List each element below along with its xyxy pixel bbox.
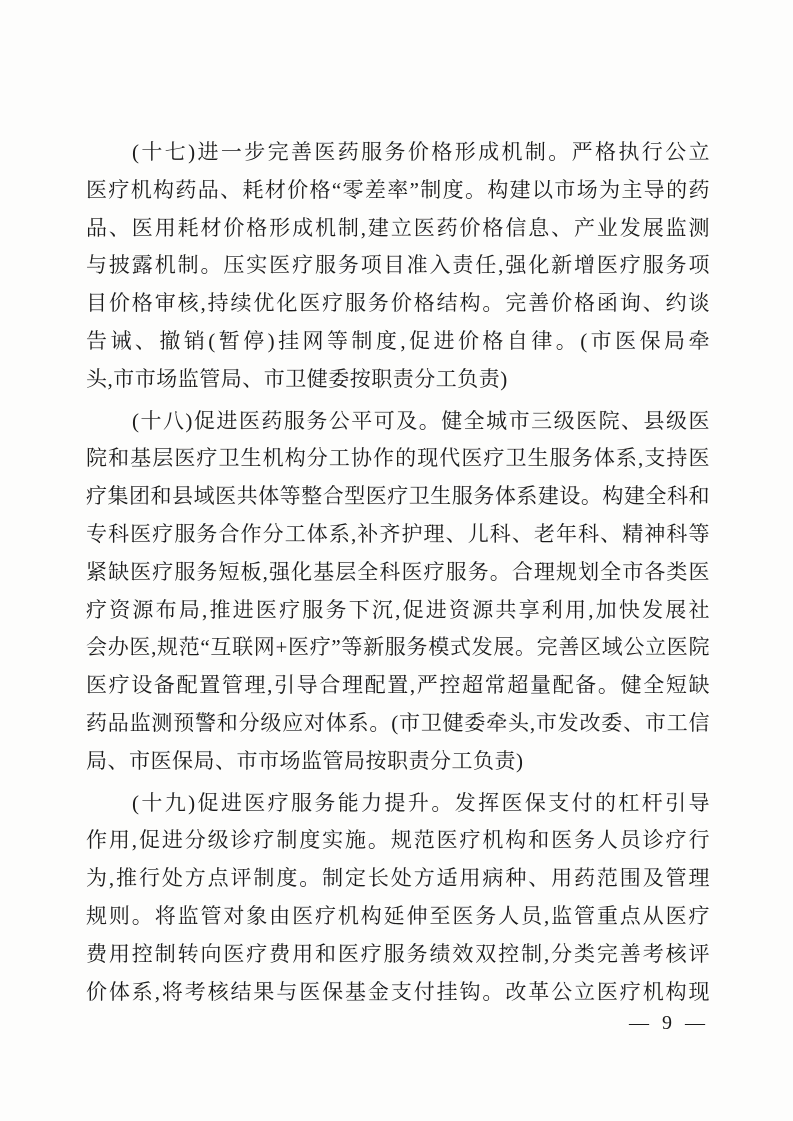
text-line: (十八)促进医药服务公平可及。健全城市三级医院、县级医 [132,408,710,433]
text-line: 院和基层医疗卫生机构分工协作的现代医疗卫生服务体系,支持医 [86,446,710,471]
text-line: 医疗机构药品、耗材价格“零差率”制度。构建以市场为主导的药 [86,177,710,202]
text-line: 紧缺医疗服务短板,强化基层全科医疗服务。合理规划全市各类医 [86,559,710,584]
text-line: 告诫、撤销(暂停)挂网等制度,促进价格自律。(市医保局牵 [86,328,710,353]
text-line: 价体系,将考核结果与医保基金支付挂钩。改革公立医疗机构现 [86,979,710,1004]
paragraph-17 [86,134,710,399]
text-line: 规则。将监管对象由医疗机构延伸至医务人员,监管重点从医疗 [86,903,710,928]
text-line: 头,市市场监管局、市卫健委按职责分工负责) [86,366,508,391]
text-line: 作用,促进分级诊疗制度实施。规范医疗机构和医务人员诊疗行 [86,828,710,853]
text-line: 为,推行处方点评制度。制定长处方适用病种、用药范围及管理 [86,866,710,891]
text-line: 药品监测预警和分级应对体系。(市卫健委牵头,市发改委、市工信 [86,710,710,735]
text-line: 会办医,规范“互联网+医疗”等新服务模式发展。完善区域公立医院 [86,635,710,660]
text-line: 疗资源布局,推进医疗服务下沉,促进资源共享利用,加快发展社 [86,597,710,622]
text-line: 品、医用耗材价格形成机制,建立医药价格信息、产业发展监测 [86,215,710,240]
text-line: 专科医疗服务合作分工体系,补齐护理、儿科、老年科、精神科等 [86,521,710,546]
document-body [86,134,710,1015]
text-line: 目价格审核,持续优化医疗服务价格结构。完善价格函询、约谈 [86,291,710,316]
paragraph-19 [86,785,710,1012]
text-line: 医疗设备配置管理,引导合理配置,严控超常超量配备。健全短缺 [86,673,710,698]
text-line: (十九)促进医疗服务能力提升。发挥医保支付的杠杆引导 [132,790,710,815]
text-line: 费用控制转向医疗费用和医疗服务绩效双控制,分类完善考核评 [86,941,710,966]
text-line: 疗集团和县域医共体等整合型医疗卫生服务体系建设。构建全科和 [86,484,710,509]
text-line: 局、市医保局、市市场监管局按职责分工负责) [86,748,524,773]
paragraph-18 [86,403,710,781]
text-line: 与披露机制。压实医疗服务项目准入责任,强化新增医疗服务项 [86,253,710,278]
page-number: — 9 — [629,1012,709,1034]
text-line: (十七)进一步完善医药服务价格形成机制。严格执行公立 [132,140,710,164]
